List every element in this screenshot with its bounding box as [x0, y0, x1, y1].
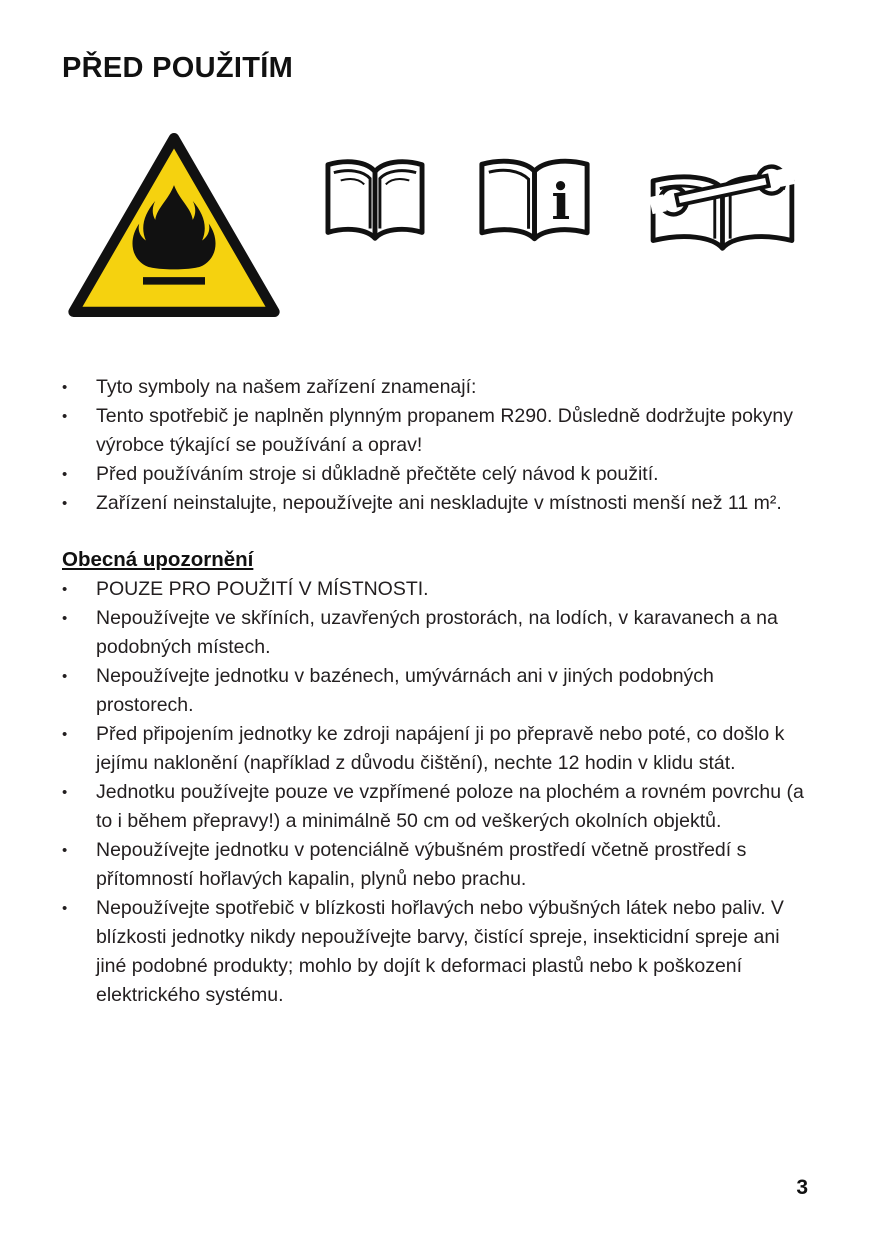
bullet-marker: • [62, 900, 68, 917]
list-item-text: Nepoužívejte ve skříních, uzavřených prostorách, na lodích, v karavanech a na podobných místech. [96, 607, 778, 658]
list-item-text: Tyto symboly na našem zařízení znamenají: [96, 376, 477, 398]
list-item [62, 460, 814, 489]
info-glyph: i [551, 171, 571, 231]
service-manual-icon [636, 150, 808, 256]
bullet-marker: • [62, 726, 68, 743]
list-item [62, 894, 814, 1010]
list-item [62, 575, 814, 604]
list-item [62, 489, 814, 518]
bullet-marker: • [62, 495, 68, 512]
list-item-text: Zařízení neinstalujte, nepoužívejte ani neskladujte v místnosti menší než 11 m². [96, 492, 782, 514]
list-item-text: Před připojením jednotky ke zdroji napájení ji po přepravě nebo poté, co došlo k jejímu naklonění (například z důvodu čištění), nechte 12 hodin v klidu stát. [96, 723, 785, 774]
page-title: PŘED POUŽITÍM [62, 52, 294, 84]
list-item-text: POUZE PRO POUŽITÍ V MÍSTNOSTI. [96, 578, 429, 600]
bullet-marker: • [62, 408, 68, 425]
bullet-marker: • [62, 610, 68, 627]
list-item-text: Nepoužívejte jednotku v potenciálně výbušném prostředí včetně prostředí s přítomností hořlavých kapalin, plynů nebo prachu. [96, 839, 747, 890]
list-item [62, 720, 814, 778]
info-manual-icon [468, 153, 602, 253]
flame-base-bar [143, 277, 205, 285]
list-item [62, 836, 814, 894]
bullet-marker: • [62, 842, 68, 859]
bullet-marker: • [62, 784, 68, 801]
section-heading-general-warnings: Obecná upozornění [62, 548, 254, 571]
bullet-marker: • [62, 379, 68, 396]
list-item-text: Nepoužívejte spotřebič v blízkosti hořlavých nebo výbušných látek nebo paliv. V blízkosti jednotky nikdy nepoužívejte barvy, čistící spreje, insekticidní spreje ani jiné podobné produkty; mohlo by dojít k deformaci plastů nebo k poškození elektrického systému. [96, 897, 784, 1006]
list-item [62, 373, 814, 402]
list-item-text: Tento spotřebič je naplněn plynným propanem R290. Důsledně dodržujte pokyny výrobce týkající se používání a oprav! [96, 405, 794, 456]
symbols-row [66, 121, 814, 329]
list-item [62, 604, 814, 662]
list-item [62, 662, 814, 720]
list-item [62, 402, 814, 460]
page-number: 3 [796, 1176, 808, 1199]
flammable-warning-icon [66, 125, 282, 325]
warnings-list [62, 575, 814, 1010]
read-manual-icon [316, 154, 434, 252]
intro-list [62, 373, 814, 518]
bullet-marker: • [62, 581, 68, 598]
bullet-marker: • [62, 668, 68, 685]
bullet-marker: • [62, 466, 68, 483]
list-item-text: Před používáním stroje si důkladně přečtěte celý návod k použití. [96, 463, 659, 485]
list-item [62, 778, 814, 836]
list-item-text: Jednotku používejte pouze ve vzpřímené poloze na plochém a rovném povrchu (a to i během přepravy!) a minimálně 50 cm od veškerých okolních objektů. [96, 781, 804, 832]
list-item-text: Nepoužívejte jednotku v bazénech, umývárnách ani v jiných podobných prostorech. [96, 665, 714, 716]
